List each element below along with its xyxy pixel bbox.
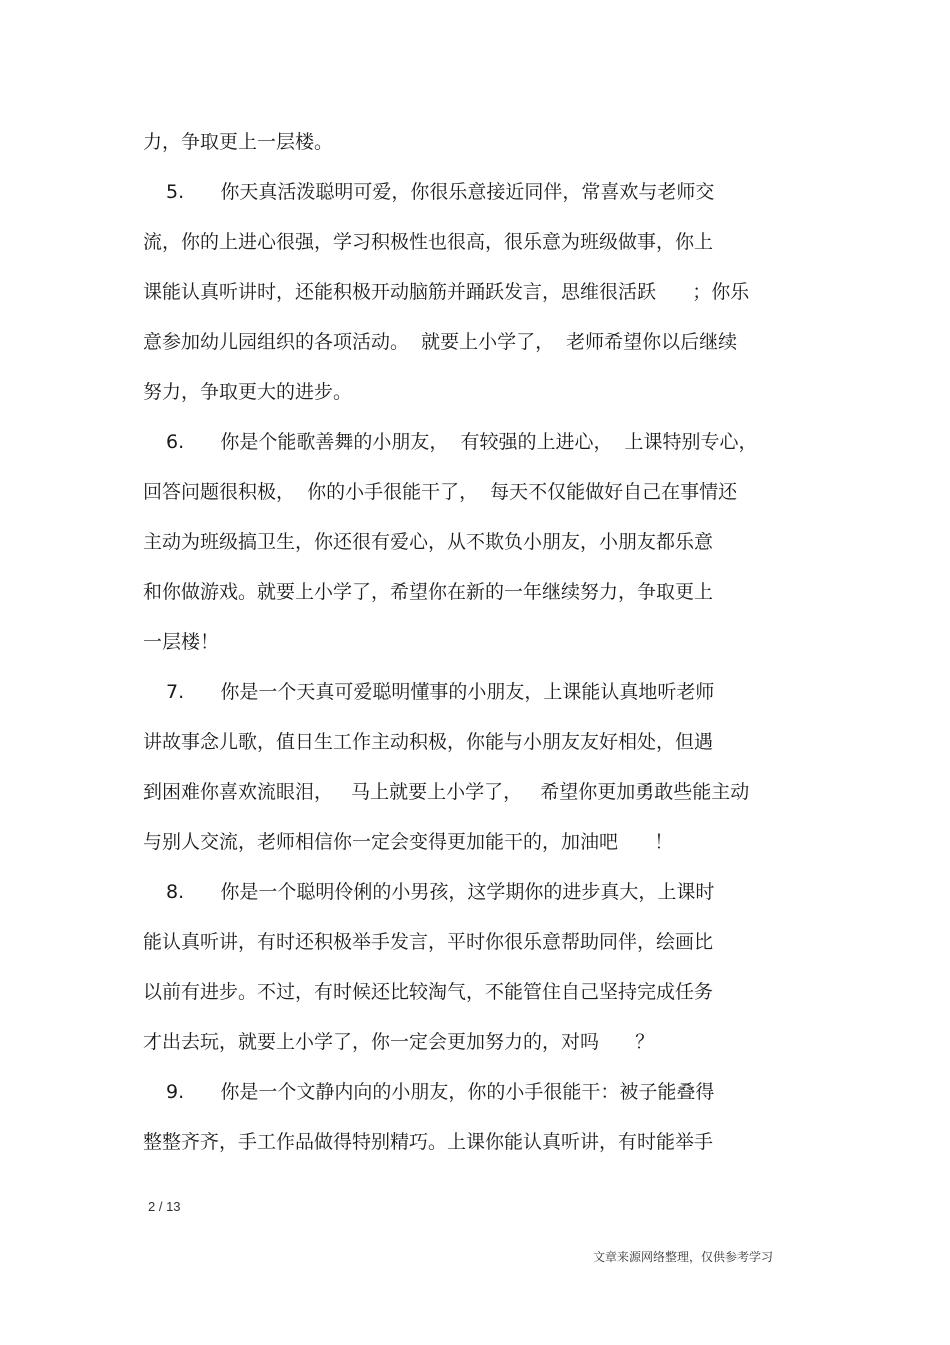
- text-line: 9. 你是一个文静内向的小朋友，你的小手很能干：被子能叠得: [166, 1081, 715, 1103]
- text-line: 才出去玩，就要上小学了，你一定会更加努力的，对吗 ？: [143, 1031, 655, 1053]
- text-line: 5. 你天真活泼聪明可爱，你很乐意接近同伴，常喜欢与老师交: [166, 181, 715, 203]
- text-line: 力，争取更上一层楼。: [143, 131, 334, 153]
- text-line: 与别人交流，老师相信你一定会变得更加能干的，加油吧 ！: [143, 831, 674, 853]
- text-line: 努力，争取更大的进步。: [143, 381, 353, 403]
- text-line: 流，你的上进心很强，学习积极性也很高，很乐意为班级做事，你上: [143, 231, 714, 253]
- text-line: 和你做游戏。就要上小学了，希望你在新的一年继续努力，争取更上: [143, 581, 714, 603]
- page-number: 2 / 13: [148, 1199, 181, 1214]
- text-line: 课能认真听讲时，还能积极开动脑筋并踊跃发言，思维很活跃 ；你乐: [143, 281, 750, 303]
- text-line: 7. 你是一个天真可爱聪明懂事的小朋友，上课能认真地听老师: [166, 681, 715, 703]
- text-line: 到困难你喜欢流眼泪， 马上就要上小学了， 希望你更加勇敢些能主动: [143, 781, 750, 803]
- text-line: 6. 你是个能歌善舞的小朋友， 有较强的上进心， 上课特别专心，: [166, 431, 758, 453]
- text-line: 讲故事念儿歌，值日生工作主动积极，你能与小朋友友好相处，但遇: [143, 731, 714, 753]
- text-line: 整整齐齐，手工作品做得特别精巧。上课你能认真听讲，有时能举手: [143, 1131, 714, 1153]
- text-line: 回答问题很积极， 你的小手很能干了， 每天不仅能做好自己在事情还: [143, 481, 738, 503]
- text-line: 意参加幼儿园组织的各项活动。 就要上小学了， 老师希望你以后继续: [143, 331, 738, 353]
- text-line: 主动为班级搞卫生，你还很有爱心，从不欺负小朋友，小朋友都乐意: [143, 531, 714, 553]
- text-line: 能认真听讲，有时还积极举手发言，平时你很乐意帮助同伴，绘画比: [143, 931, 714, 953]
- page-footer: 文章来源网络整理，仅供参考学习: [593, 1250, 774, 1264]
- text-line: 一层楼！: [143, 631, 220, 653]
- text-line: 8. 你是一个聪明伶俐的小男孩，这学期你的进步真大，上课时: [166, 881, 715, 903]
- text-line: 以前有进步。不过，有时候还比较淘气，不能管住自己坚持完成任务: [143, 981, 714, 1003]
